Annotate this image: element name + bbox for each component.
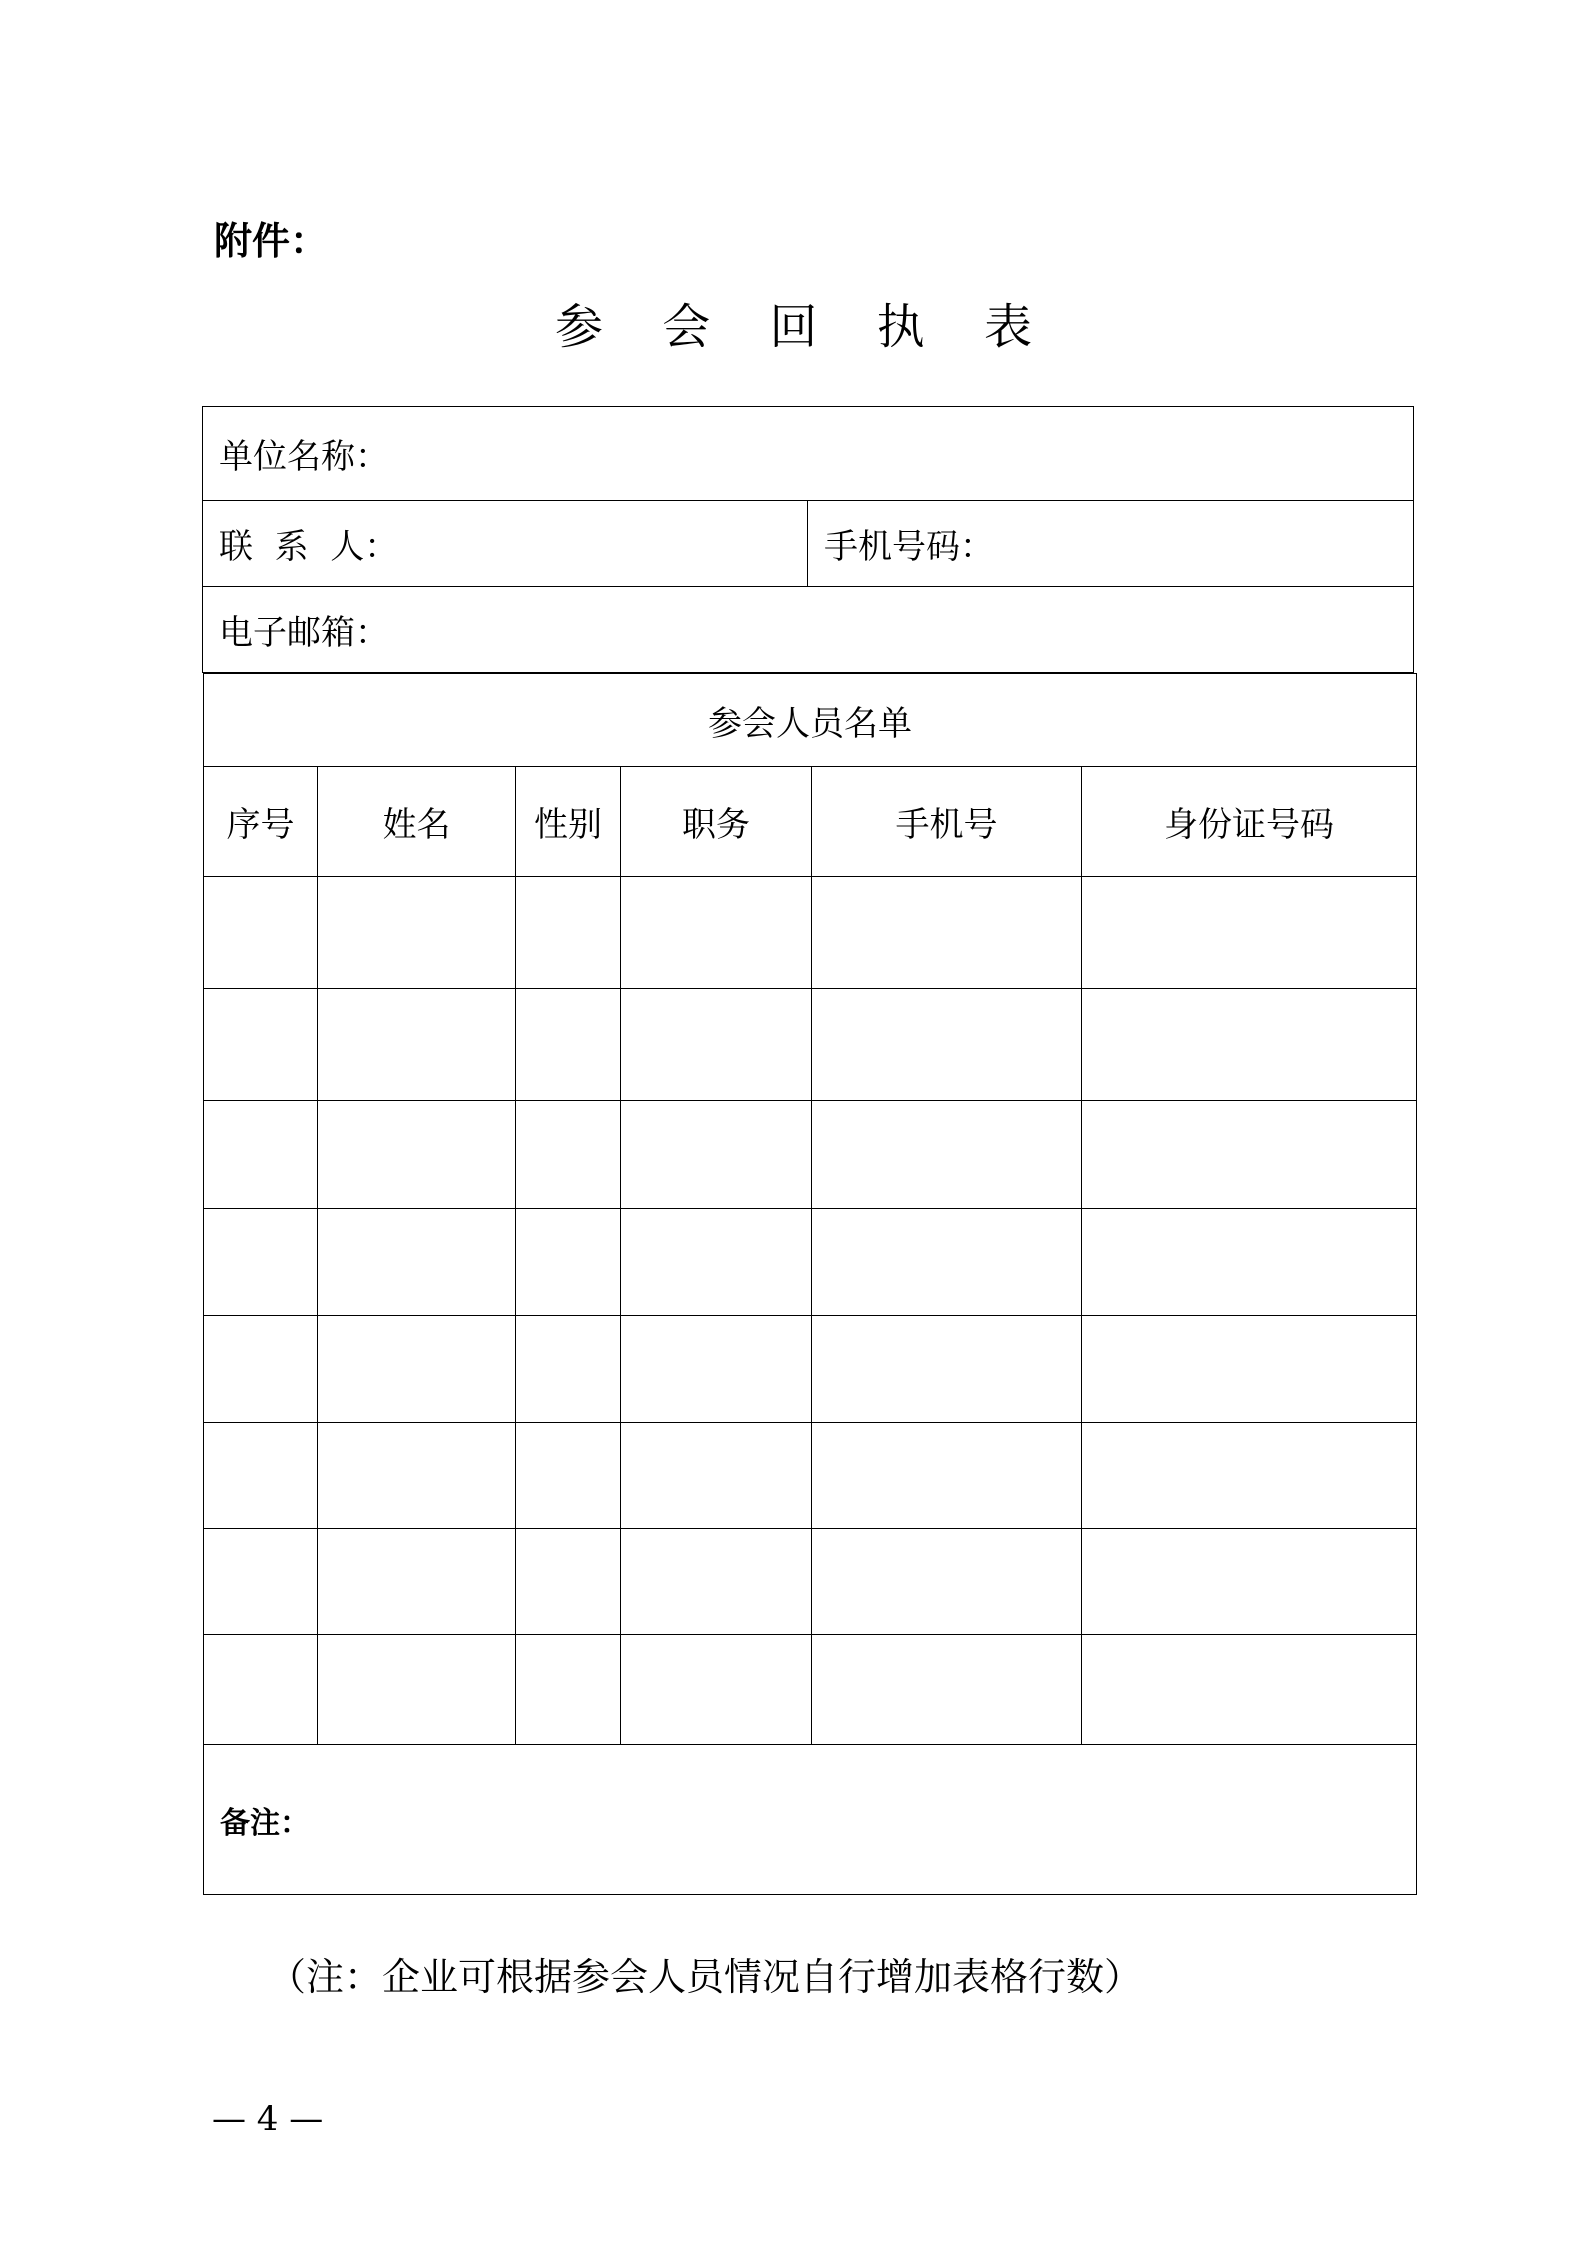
table-cell[interactable] (1082, 1635, 1417, 1745)
table-cell[interactable] (1082, 1209, 1417, 1316)
email-row (203, 587, 1414, 673)
table-row (204, 1316, 1417, 1423)
phone-label: 手机号码： (824, 527, 994, 567)
unit-name-label: 单位名称： (219, 437, 389, 477)
table-cell[interactable] (1082, 1423, 1417, 1529)
table-cell[interactable] (621, 877, 812, 989)
table-cell[interactable] (318, 1316, 516, 1423)
table-cell[interactable] (1082, 877, 1417, 989)
info-table (202, 406, 1414, 673)
table-cell[interactable] (204, 1209, 318, 1316)
table-cell[interactable] (204, 1316, 318, 1423)
header-id-number: 身份证号码 (1082, 767, 1417, 877)
table-cell[interactable] (516, 989, 621, 1101)
header-index: 序号 (204, 767, 318, 877)
roster-header-row (204, 767, 1417, 877)
table-cell[interactable] (621, 1635, 812, 1745)
header-mobile: 手机号 (812, 767, 1082, 877)
table-cell[interactable] (621, 1423, 812, 1529)
phone-field[interactable] (808, 501, 1414, 587)
table-cell[interactable] (318, 877, 516, 989)
email-label: 电子邮箱： (219, 613, 389, 653)
table-cell[interactable] (318, 1101, 516, 1209)
table-row (204, 1101, 1417, 1209)
table-cell[interactable] (204, 877, 318, 989)
attachment-label: 附件： (214, 219, 329, 263)
table-cell[interactable] (812, 1101, 1082, 1209)
table-cell[interactable] (516, 1316, 621, 1423)
table-cell[interactable] (621, 1209, 812, 1316)
table-cell[interactable] (812, 877, 1082, 989)
table-cell[interactable] (318, 1529, 516, 1635)
table-cell[interactable] (621, 1316, 812, 1423)
table-cell[interactable] (516, 1635, 621, 1745)
table-cell[interactable] (621, 1529, 812, 1635)
table-cell[interactable] (516, 1529, 621, 1635)
roster-title-row (204, 674, 1417, 767)
remark-label: 备注： (220, 1805, 310, 1841)
table-row (204, 1209, 1417, 1316)
table-cell[interactable] (318, 1635, 516, 1745)
table-row (204, 1635, 1417, 1745)
header-gender: 性别 (516, 767, 621, 877)
table-cell[interactable] (204, 1529, 318, 1635)
unit-name-field[interactable] (203, 407, 1414, 501)
contact-row (203, 501, 1414, 587)
table-cell[interactable] (812, 1423, 1082, 1529)
unit-name-row (203, 407, 1414, 501)
table-cell[interactable] (812, 1529, 1082, 1635)
table-cell[interactable] (1082, 1101, 1417, 1209)
roster-title: 参会人员名单 (204, 674, 1417, 767)
footnote: （注：企业可根据参会人员情况自行增加表格行数） (268, 1955, 1143, 1999)
table-cell[interactable] (812, 1209, 1082, 1316)
page-title: 参 会 回 执 表 (554, 299, 1055, 355)
table-cell[interactable] (318, 1423, 516, 1529)
roster-table (203, 673, 1417, 1895)
table-cell[interactable] (621, 1101, 812, 1209)
header-position: 职务 (621, 767, 812, 877)
table-row (204, 989, 1417, 1101)
table-cell[interactable] (204, 989, 318, 1101)
contact-field[interactable] (203, 501, 808, 587)
table-cell[interactable] (204, 1635, 318, 1745)
table-cell[interactable] (812, 1635, 1082, 1745)
table-row (204, 1423, 1417, 1529)
table-cell[interactable] (1082, 1529, 1417, 1635)
header-name: 姓名 (318, 767, 516, 877)
table-cell[interactable] (318, 1209, 516, 1316)
page-number: — 4 — (212, 2099, 324, 2139)
table-cell[interactable] (812, 1316, 1082, 1423)
table-cell[interactable] (812, 989, 1082, 1101)
table-cell[interactable] (204, 1101, 318, 1209)
remark-field[interactable] (204, 1745, 1417, 1895)
table-row (204, 877, 1417, 989)
table-cell[interactable] (516, 1423, 621, 1529)
contact-label: 联 系 人： (219, 527, 399, 567)
table-cell[interactable] (318, 989, 516, 1101)
table-cell[interactable] (621, 989, 812, 1101)
table-cell[interactable] (204, 1423, 318, 1529)
table-cell[interactable] (516, 1209, 621, 1316)
table-cell[interactable] (1082, 989, 1417, 1101)
table-row (204, 1529, 1417, 1635)
remark-row (204, 1745, 1417, 1895)
table-cell[interactable] (1082, 1316, 1417, 1423)
email-field[interactable] (203, 587, 1414, 673)
table-cell[interactable] (516, 877, 621, 989)
table-cell[interactable] (516, 1101, 621, 1209)
